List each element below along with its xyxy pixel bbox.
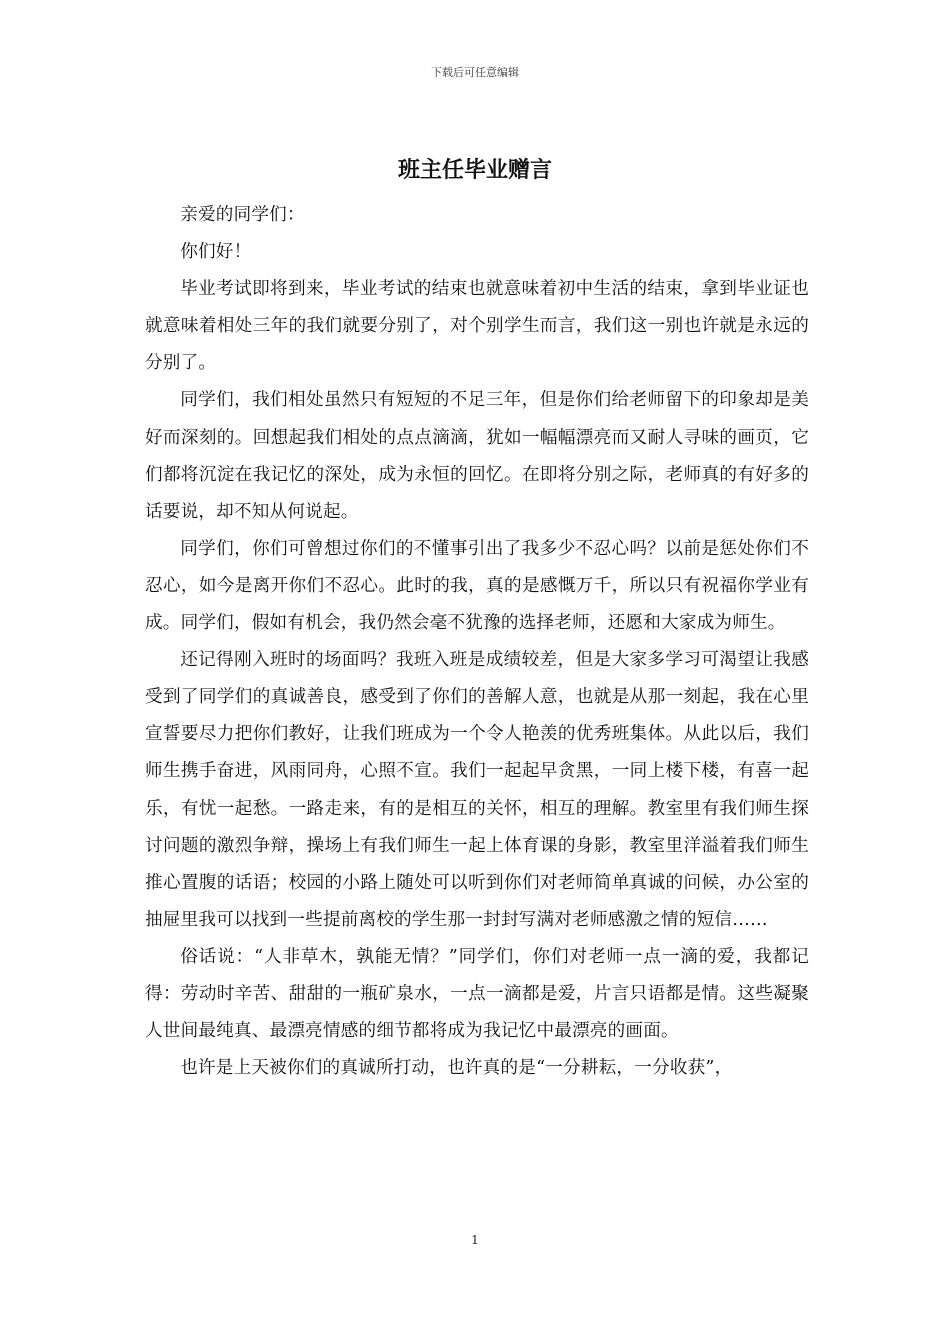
paragraph-salutation: 亲爱的同学们： <box>180 205 305 225</box>
document-body <box>145 197 809 1087</box>
paragraph-greeting: 你们好！ <box>180 242 252 263</box>
page-number: 1 <box>471 1233 479 1247</box>
paragraph-body: 俗话说：“人非草木，孰能无情？”同学们，你们对老师一点一滴的爱，我都记得：劳动时辛苦、甜甜的一瓶矿泉水，一点一滴都是爱，片言只语都是情。这些凝聚人世间最纯真、最漂亮情感的细节都将成为我记忆中最漂亮的画面。 <box>145 946 809 1042</box>
paragraph-body: 也许是上天被你们的真诚所打动，也许真的是“一分耕耘，一分收获”， <box>180 1058 733 1079</box>
page-header-note: 下载后可任意编辑 <box>431 66 519 79</box>
paragraph-body: 毕业考试即将到来，毕业考试的结束也就意味着初中生活的结束，拿到毕业证也就意味着相处三年的我们就要分别了，对个别学生而言，我们这一别也许就是永远的分别了。 <box>145 279 809 374</box>
document-title: 班主任毕业赠言 <box>397 157 552 183</box>
paragraph-body: 同学们，我们相处虽然只有短短的不足三年，但是你们给老师留下的印象却是美好而深刻的。回想起我们相处的点点滴滴，犹如一幅幅漂亮而又耐人寻味的画页，它们都将沉淀在我记忆的深处，成为永恒的回忆。在即将分别之际，老师真的有好多的话要说，却不知从何说起。 <box>145 390 809 522</box>
paragraph-body: 还记得刚入班时的场面吗？我班入班是成绩较差，但是大家多学习可渴望让我感受到了同学们的真诚善良，感受到了你们的善解人意，也就是从那一刻起，我在心里宣誓要尽力把你们教好，让我们班成为一个令人艳羡的优秀班集体。从此以后，我们师生携手奋进，风雨同舟，心照不宣。我们一起起早贪黑，一同上楼下楼，有喜一起乐，有忧一起愁。一路走来，有的是相互的关怀，相互的理解。教室里有我们师生探讨问题的激烈争辩，操场上有我们师生一起上体育课的身影，教室里洋溢着我们师生推心置腹的话语；校园的小路上随处可以听到你们对老师简单真诚的问候，办公室的抽屉里我可以找到一些提前离校的学生那一封封写满对老师感激之情的短信…… <box>145 650 809 930</box>
paragraph-body: 同学们，你们可曾想过你们的不懂事引出了我多少不忍心吗？以前是惩处你们不忍心，如今是离开你们不忍心。此时的我，真的是感慨万千，所以只有祝福你学业有成。同学们，假如有机会，我仍然会毫不犹豫的选择老师，还愿和大家成为师生。 <box>145 538 809 634</box>
